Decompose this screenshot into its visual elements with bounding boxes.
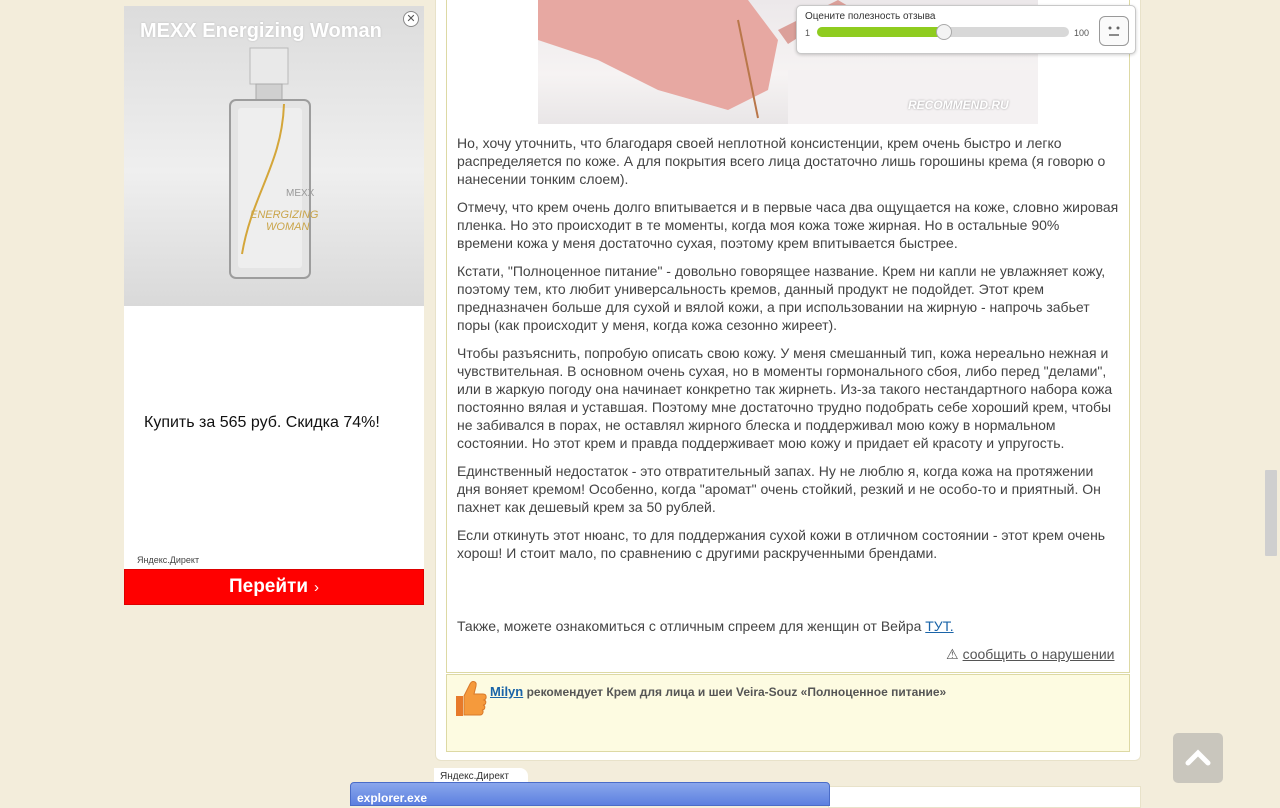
- taskbar-title: explorer.exe: [357, 791, 428, 805]
- ad-offer-text[interactable]: Купить за 565 руб. Скидка 74%!: [144, 414, 380, 431]
- scrollbar-thumb[interactable]: [1265, 470, 1277, 556]
- also-line: [457, 618, 954, 634]
- watermark-text: RECOMMEND.RU: [908, 98, 1009, 112]
- recommend-text: рекомендует Крем для лица и шеи Veira-Souz «Полноценное питание»: [523, 685, 947, 699]
- chevron-right-icon: ›: [314, 579, 320, 596]
- review-paragraph: Чтобы разъяснить, попробую описать свою кожу. У меня смешанный тип, кожа нереально нежная и чувствительная. В основном очень сухая, но в моменты гормонального сбоя, либо перед "делами", или в жаркую погоду она начинает конкретно так жирнеть. Из-за такого нестандартного набора кожа постоянно вялая и уставшая. Поэтому мне достаточно трудно подобрать себе хороший крем, чтобы не забивался в порах, не оставлял жирного блеска и поддерживал мою кожу в нормальном состоянии. Но этот крем и правда поддерживает мою кожу и придает ей красоту и упругость.: [457, 345, 1113, 451]
- svg-text:ENERGIZING: ENERGIZING: [250, 209, 319, 221]
- ad-go-button[interactable]: [124, 569, 424, 605]
- rating-slider[interactable]: [817, 27, 1069, 37]
- taskbar-window[interactable]: [350, 782, 830, 806]
- review-paragraph: Если откинуть этот нюанс, то для поддержания сухой кожи в отличном состоянии - этот крем очень хорош! И стоит мало, по сравнению с другими раскрученными брендами.: [457, 527, 1106, 561]
- svg-text:MEXX: MEXX: [286, 188, 315, 199]
- scrollbar[interactable]: [1262, 0, 1280, 800]
- rating-slider-fill: [817, 27, 943, 37]
- rating-slider-thumb[interactable]: [936, 24, 952, 40]
- rating-max-label: 100: [1074, 28, 1090, 38]
- also-text: Также, можете ознакомиться с отличным спреем для женщин от Вейра: [457, 618, 926, 634]
- close-icon[interactable]: ✕: [403, 11, 419, 27]
- thumbs-up-icon: [452, 678, 488, 718]
- rating-min-label: 1: [805, 28, 811, 38]
- ad-title[interactable]: MEXX Energizing Woman: [140, 20, 382, 42]
- review-paragraph: Отмечу, что крем очень долго впитывается и в первые часа два ощущается на коже, словно жировая пленка. Но это происходит в те моменты, когда моя кожа тоже жирная. Но в остальные 90% времени кожа у меня достаточно сухая, поэтому крем впитывается быстрее.: [457, 199, 1119, 251]
- ad-go-label: Перейти: [228, 576, 309, 597]
- svg-text:WOMAN: WOMAN: [266, 221, 310, 233]
- face-icon[interactable]: [1099, 16, 1129, 46]
- warning-icon: ⚠: [946, 646, 959, 662]
- ad-block[interactable]: [124, 6, 424, 604]
- scroll-to-top-button[interactable]: [1173, 733, 1223, 783]
- review-paragraph: Но, хочу уточнить, что благодаря своей неплотной консистенции, крем очень быстро и легко распределяется по коже. А для покрытия всего лица достаточно лишь горошины крема (я говорю о нанесении тонким слоем).: [457, 135, 1106, 187]
- direct-label[interactable]: Яндекс.Директ: [440, 771, 509, 782]
- review-text: [457, 134, 1119, 572]
- perfume-bottle-image: [212, 44, 332, 282]
- also-link[interactable]: ТУТ.: [925, 618, 954, 634]
- review-paragraph: Единственный недостаток - это отвратительный запах. Ну не люблю я, когда кожа на протяжении дня воняет кремом! Особенно, когда "аромат" очень стойкий, резкий и не особо-то и приятный. Он пахнет как дешевый крем за 50 рублей.: [457, 463, 1101, 515]
- rating-label: Оцените полезность отзыва: [805, 11, 936, 22]
- recommend-user-link[interactable]: Milyn: [490, 684, 524, 699]
- next-card: [828, 786, 1141, 808]
- ad-source-label[interactable]: Яндекс.Директ: [137, 555, 200, 565]
- report-link[interactable]: [946, 646, 1114, 663]
- rating-widget[interactable]: [796, 5, 1136, 54]
- chevron-up-icon: [1173, 733, 1223, 783]
- ad-image[interactable]: [124, 6, 424, 306]
- recommend-line: [490, 684, 946, 699]
- review-paragraph: Кстати, "Полноценное питание" - довольно говорящее название. Крем ни капли не увлажняет кожу, поэтому тем, кто любит универсальность кремов, данный продукт не подойдет. Этот крем предназначен больше для сухой и вялой кожи, а при использовании на жирную - напрочь забьет поры (как происходит у меня, когда кожа сезонно жиреет).: [457, 263, 1106, 333]
- report-label: сообщить о нарушении: [962, 646, 1115, 662]
